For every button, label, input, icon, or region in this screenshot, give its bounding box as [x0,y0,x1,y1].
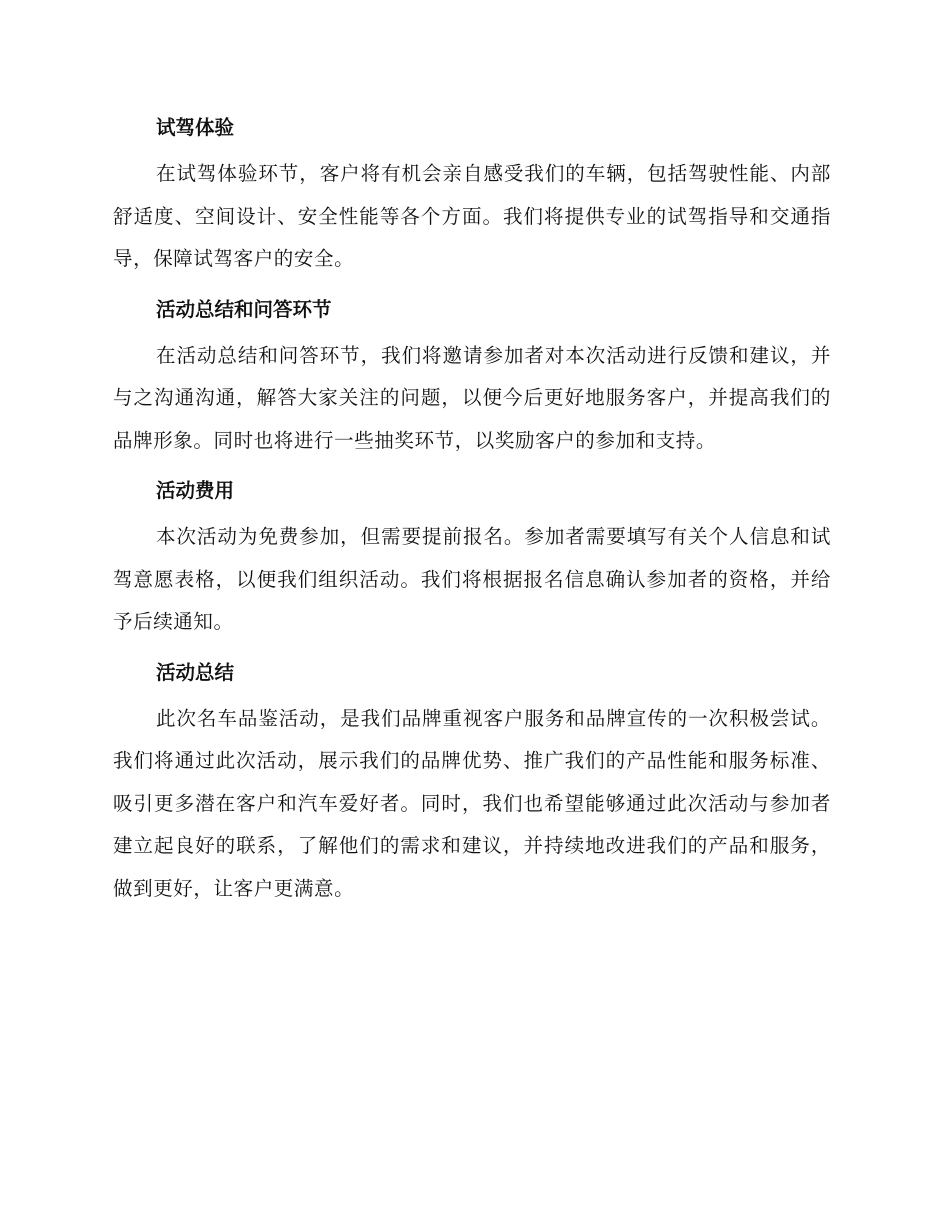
section-heading: 活动总结 [156,660,235,684]
section-conclusion [113,653,831,911]
section-paragraph: 此次名车品鉴活动，是我们品牌重视客户服务和品牌宣传的一次积极尝试。我们将通过此次活动，展示我们的品牌优势、推广我们的产品性能和服务标准、吸引更多潜在客户和汽车爱好者。同时，我们也希望能够通过此次活动与参加者建立起良好的联系，了解他们的需求和建议，并持续地改进我们的产品和服务，做到更好，让客户更满意。 [113,706,831,900]
section-paragraph: 在活动总结和问答环节，我们将邀请参加者对本次活动进行反馈和建议，并与之沟通沟通，解答大家关注的问题，以便今后更好地服务客户，并提高我们的品牌形象。同时也将进行一些抽奖环节，以奖励客户的参加和支持。 [113,343,831,452]
section-test-drive [113,108,831,281]
document-body [113,108,831,919]
section-fees [113,471,831,644]
section-summary-qa [113,290,831,463]
section-paragraph: 在试驾体验环节，客户将有机会亲自感受我们的车辆，包括驾驶性能、内部舒适度、空间设计、安全性能等各个方面。我们将提供专业的试驾指导和交通指导，保障试驾客户的安全。 [113,162,831,270]
section-heading: 试驾体验 [156,116,235,139]
section-heading: 活动总结和问答环节 [156,297,332,321]
section-heading: 活动费用 [156,479,235,502]
section-paragraph: 本次活动为免费参加，但需要提前报名。参加者需要填写有关个人信息和试驾意愿表格，以便我们组织活动。我们将根据报名信息确认参加者的资格，并给予后续通知。 [113,525,831,633]
